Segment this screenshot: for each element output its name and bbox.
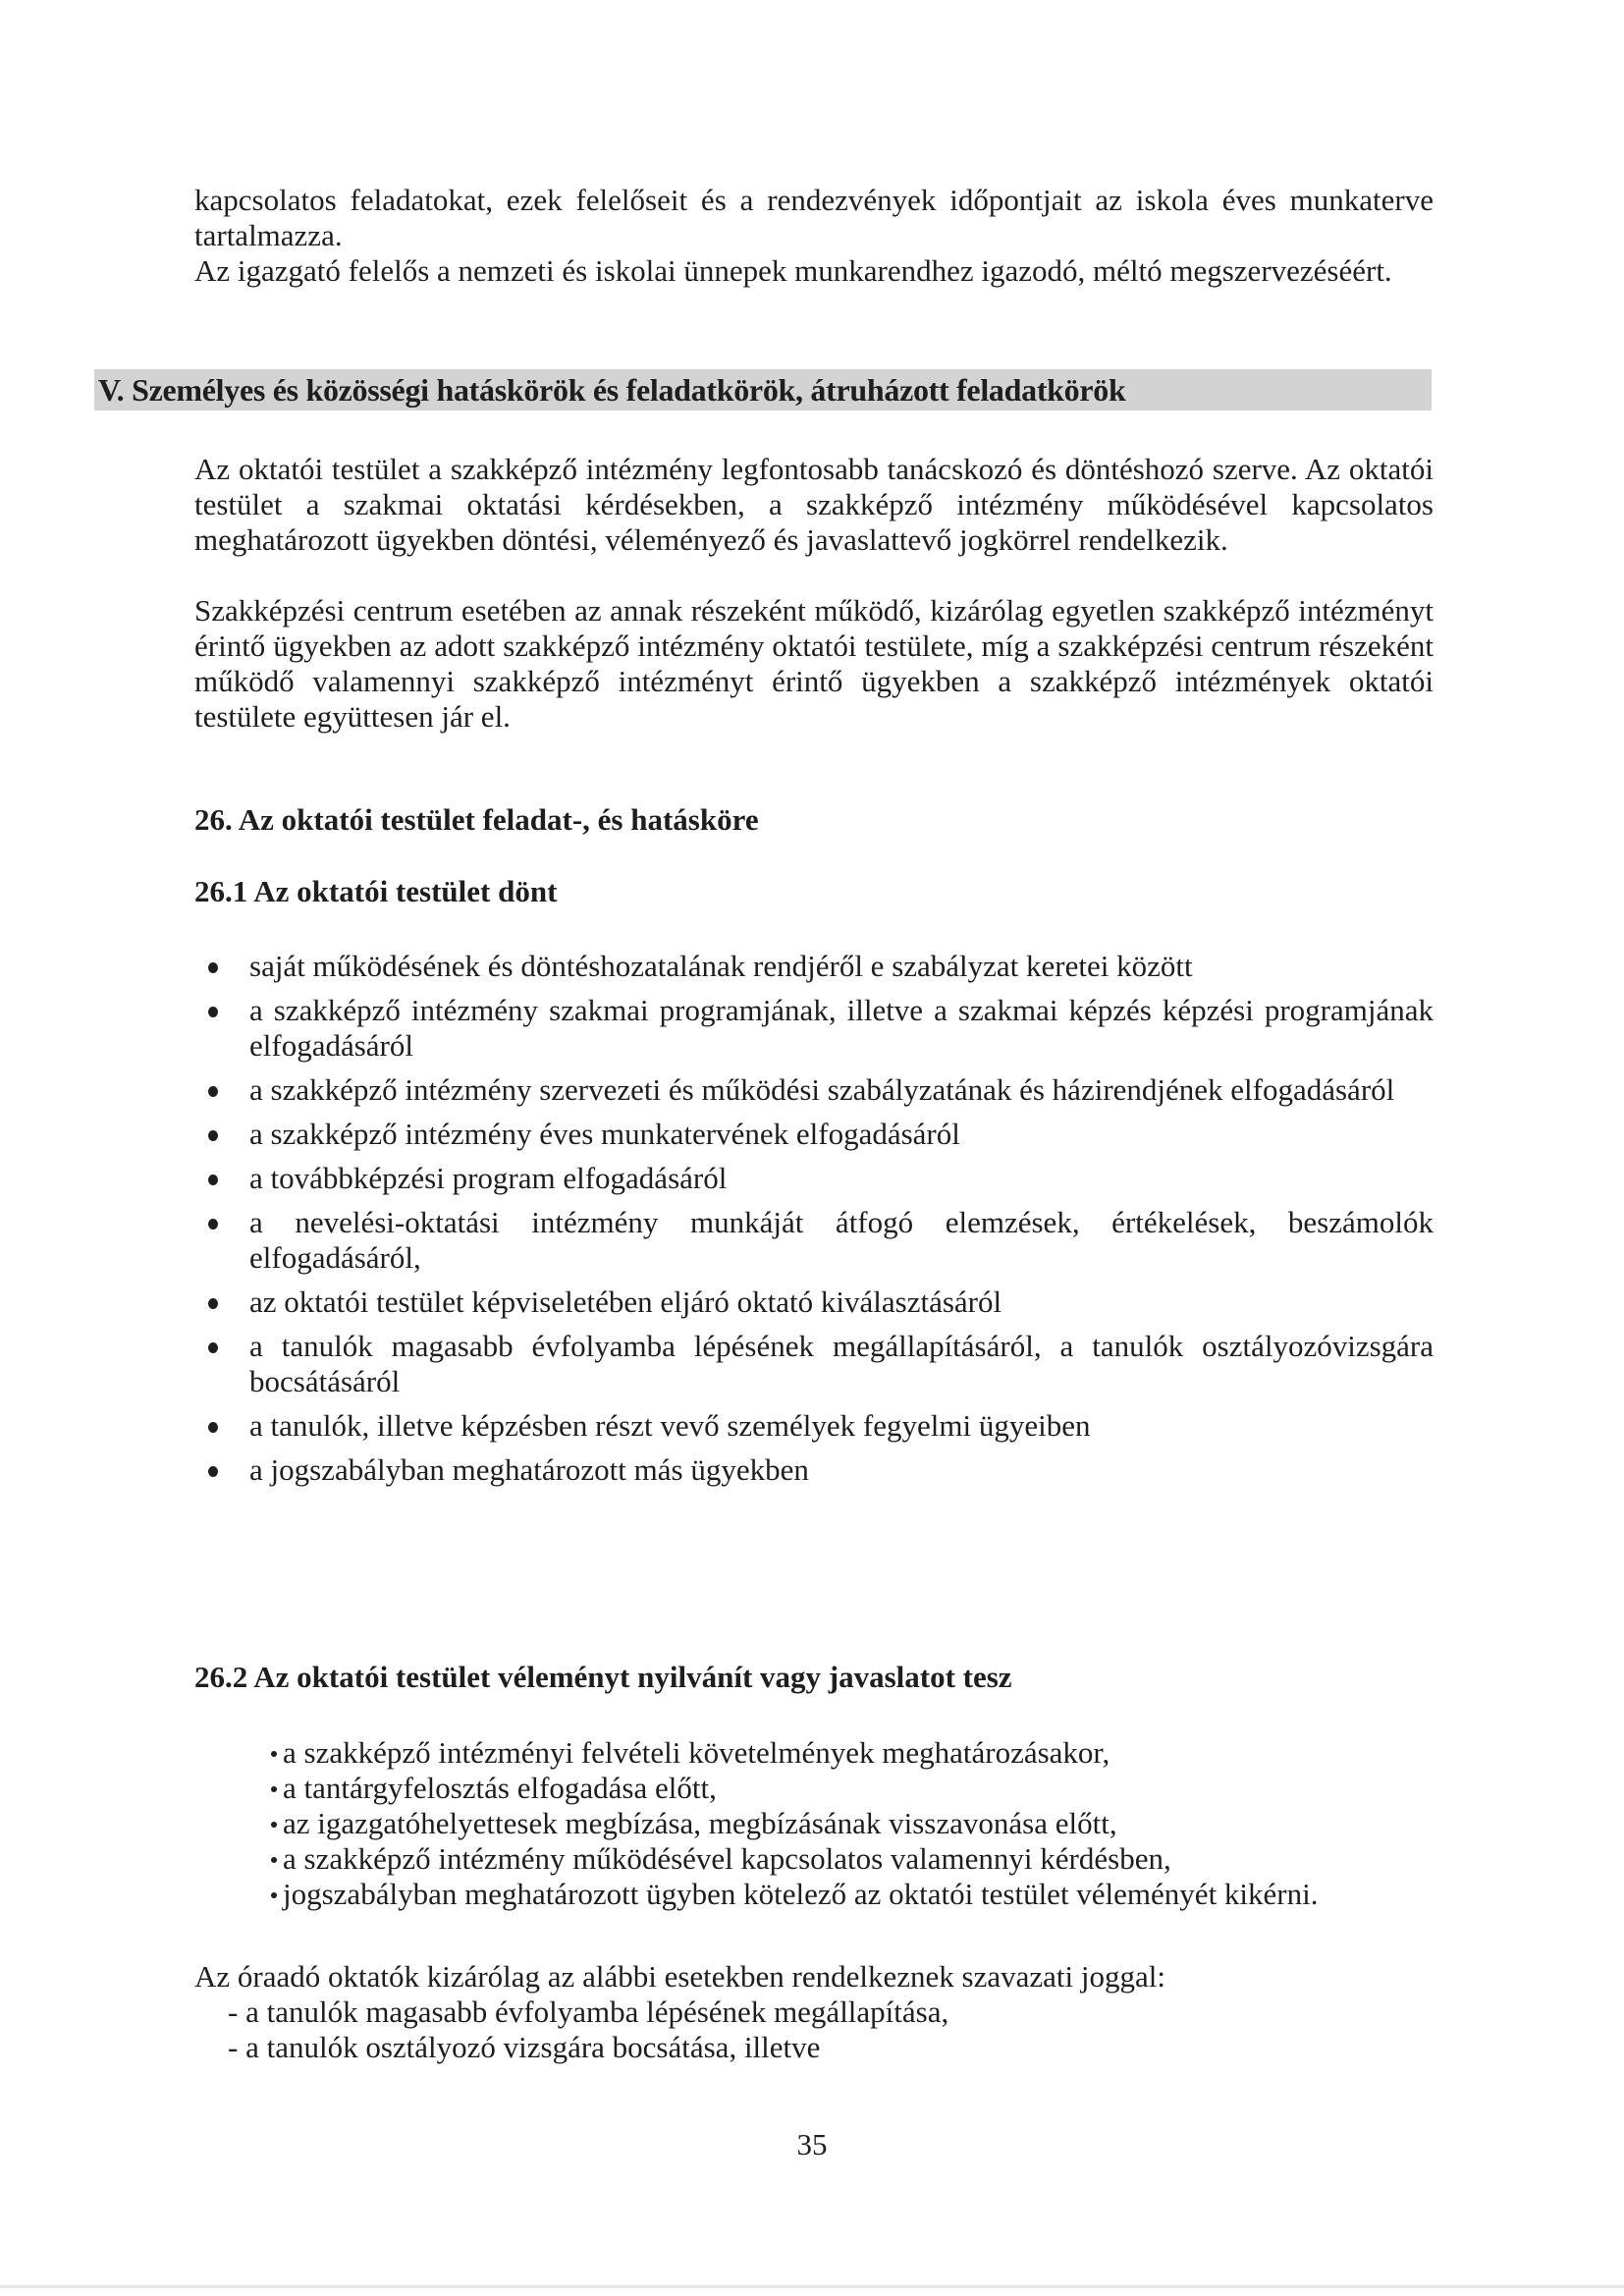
- bullet-icon: [208, 1007, 218, 1017]
- intro-paragraph-1: kapcsolatos feladatokat, ezek felelőseit és a rendezvények időpontjait az iskola éves munkaterve tartalmazza.: [194, 183, 1434, 252]
- intro-paragraph-2: Az igazgató felelős a nemzeti és iskolai ünnepek munkarendhez igazodó, méltó megszervezéséért.: [194, 253, 1392, 288]
- heading-26-1: 26.1 Az oktatói testület dönt: [194, 874, 558, 908]
- heading-26-2: 26.2 Az oktatói testület véleményt nyilvánít vagy javaslatot tesz: [194, 1660, 1012, 1694]
- list-item: a szakképző intézmény szakmai programjának, illetve a szakmai képzés képzési programjának elfogadásáról: [194, 993, 1434, 1064]
- list-item: a szakképző intézmény működésével kapcsolatos valamennyi kérdésben,: [271, 1841, 1449, 1877]
- list-item: az igazgatóhelyettesek megbízása, megbízásának visszavonása előtt,: [271, 1806, 1449, 1841]
- list-item: az oktatói testület képviseletében eljáró oktató kiválasztásáról: [194, 1285, 1434, 1320]
- list-item: a szakképző intézmény éves munkatervének elfogadásáról: [194, 1117, 1434, 1152]
- section-title: V. Személyes és közösségi hatáskörök és feladatkörök, átruházott feladatkörök: [98, 372, 1126, 408]
- bullet-icon: [208, 1175, 218, 1185]
- bullet-icon: [208, 1219, 218, 1230]
- bullet-icon: [271, 1786, 277, 1792]
- bullet-icon: [208, 1086, 218, 1097]
- list-item: a tantárgyfelosztás elfogadása előtt,: [271, 1771, 1449, 1806]
- bullet-icon: [271, 1822, 277, 1828]
- list-item: jogszabályban meghatározott ügyben kötelező az oktatói testület véleményét kikérni.: [271, 1877, 1449, 1912]
- bullet-icon: [208, 1298, 218, 1309]
- page-number: 35: [796, 2127, 828, 2161]
- list-item: a szakképző intézmény szervezeti és működési szabályzatának és házirendjének elfogadásáról: [194, 1072, 1434, 1108]
- list-item: - a tanulók magasabb évfolyamba lépésének megállapítása,: [228, 1995, 949, 2029]
- heading-26: 26. Az oktatói testület feladat-, és hatásköre: [194, 802, 759, 837]
- list-item: saját működésének és döntéshozatalának rendjéről e szabályzat keretei között: [194, 949, 1434, 984]
- bullet-icon: [208, 1422, 218, 1433]
- list-item: a tanulók magasabb évfolyamba lépésének megállapításáról, a tanulók osztályozóvizsgára bocsátásáról: [194, 1329, 1434, 1399]
- list-item: a továbbképzési program elfogadásáról: [194, 1161, 1434, 1196]
- bullet-icon: [271, 1857, 277, 1863]
- list-item: a jogszabályban meghatározott más ügyekben: [194, 1452, 1434, 1488]
- voting-list: [228, 1995, 948, 2065]
- bullet-icon: [208, 1466, 218, 1477]
- bullet-icon: [208, 1130, 218, 1141]
- list-26-2: [271, 1735, 1449, 1912]
- list-item: - a tanulók osztályozó vizsgára bocsátása, illetve: [228, 2030, 821, 2064]
- bullet-icon: [271, 1892, 277, 1898]
- scan-edge-divider: [0, 2285, 1624, 2288]
- list-26-1: [194, 949, 1434, 1497]
- list-item: a tanulók, illetve képzésben részt vevő személyek fegyelmi ügyeiben: [194, 1408, 1434, 1444]
- bullet-icon: [208, 962, 218, 973]
- bullet-icon: [271, 1751, 277, 1757]
- section-paragraph-1: Az oktatói testület a szakképző intézmény legfontosabb tanácskozó és döntéshozó szerve. Az oktatói testület a szakmai oktatási kérdésekben, a szakképző intézmény működésével kapcsolatos meghatározott ügyekben döntési, véleményező és javaslattevő jogkörrel rendelkezik.: [194, 452, 1434, 557]
- voting-intro: Az óraadó oktatók kizárólag az alábbi esetekben rendelkeznek szavazati joggal:: [194, 1959, 1165, 1994]
- section-paragraph-2: Szakképzési centrum esetében az annak részeként működő, kizárólag egyetlen szakképző intézményt érintő ügyekben az adott szakképző intézmény oktatói testülete, míg a szakképzési centrum részeként működő valamennyi szakképző intézményt érintő ügyekben a szakképző intézmények oktatói testülete együttesen jár el.: [194, 593, 1434, 734]
- bullet-icon: [208, 1342, 218, 1353]
- list-item: a szakképző intézményi felvételi követelmények meghatározásakor,: [271, 1735, 1449, 1771]
- list-item: a nevelési-oktatási intézmény munkáját átfogó elemzések, értékelések, beszámolók elfogadásáról,: [194, 1205, 1434, 1276]
